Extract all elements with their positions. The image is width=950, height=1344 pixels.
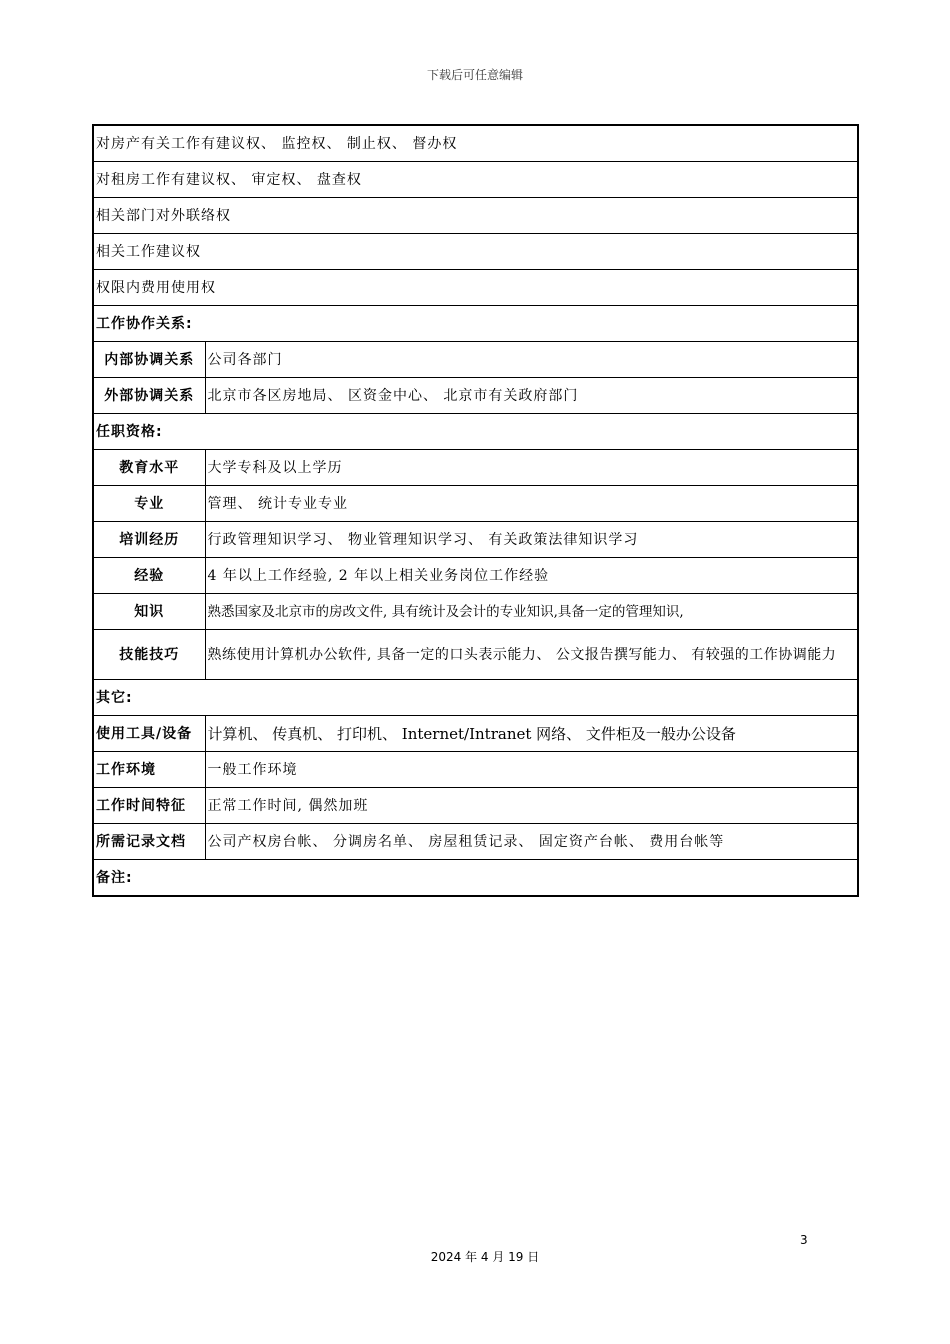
- authority-row: [93, 125, 858, 162]
- authority-item-4: 相关工作建议权: [93, 234, 858, 270]
- section-title-other: 其它:: [93, 680, 858, 716]
- table-row: [93, 378, 858, 414]
- internal-coordination-value: 公司各部门: [205, 342, 858, 378]
- section-row: [93, 860, 858, 897]
- major-value: 管理、 统计专业专业: [205, 486, 858, 522]
- table-row: [93, 522, 858, 558]
- footer-date: 2024 年 4 月 19 日: [430, 1250, 540, 1264]
- table-row: [93, 752, 858, 788]
- table-row: [93, 450, 858, 486]
- table-row: [93, 824, 858, 860]
- knowledge-label: 知识: [93, 594, 205, 630]
- authority-row: [93, 198, 858, 234]
- environment-value: 一般工作环境: [205, 752, 858, 788]
- section-row: [93, 306, 858, 342]
- experience-label: 经验: [93, 558, 205, 594]
- table-row: [93, 558, 858, 594]
- training-value: 行政管理知识学习、 物业管理知识学习、 有关政策法律知识学习: [205, 522, 858, 558]
- section-row: [93, 414, 858, 450]
- section-title-qualification: 任职资格:: [93, 414, 858, 450]
- authority-item-5: 权限内费用使用权: [93, 270, 858, 306]
- internal-coordination-label: 内部协调关系: [93, 342, 205, 378]
- work-time-value: 正常工作时间, 偶然加班: [205, 788, 858, 824]
- education-label: 教育水平: [93, 450, 205, 486]
- experience-value: 4 年以上工作经验, 2 年以上相关业务岗位工作经验: [205, 558, 858, 594]
- table-row: [93, 788, 858, 824]
- skills-value: 熟练使用计算机办公软件, 具备一定的口头表示能力、 公文报告撰写能力、 有较强的工作协调能力: [205, 630, 858, 680]
- external-coordination-label: 外部协调关系: [93, 378, 205, 414]
- page-number: 3: [800, 1233, 808, 1247]
- skills-label: 技能技巧: [93, 630, 205, 680]
- records-value: 公司产权房台帐、 分调房名单、 房屋租赁记录、 固定资产台帐、 费用台帐等: [205, 824, 858, 860]
- authority-item-1: 对房产有关工作有建议权、 监控权、 制止权、 督办权: [93, 125, 858, 162]
- authority-row: [93, 270, 858, 306]
- section-title-remarks: 备注:: [93, 860, 858, 897]
- tools-label: 使用工具/设备: [93, 716, 205, 752]
- environment-label: 工作环境: [93, 752, 205, 788]
- table-row: [93, 630, 858, 680]
- authority-item-3: 相关部门对外联络权: [93, 198, 858, 234]
- work-time-label: 工作时间特征: [93, 788, 205, 824]
- major-label: 专业: [93, 486, 205, 522]
- external-coordination-value: 北京市各区房地局、 区资金中心、 北京市有关政府部门: [205, 378, 858, 414]
- table-row: [93, 594, 858, 630]
- education-value: 大学专科及以上学历: [205, 450, 858, 486]
- table-row: [93, 716, 858, 752]
- section-row: [93, 680, 858, 716]
- table-row: [93, 486, 858, 522]
- authority-row: [93, 162, 858, 198]
- knowledge-value: 熟悉国家及北京市的房改文件, 具有统计及会计的专业知识,具备一定的管理知识,: [205, 594, 858, 630]
- records-label: 所需记录文档: [93, 824, 205, 860]
- tools-value: 计算机、 传真机、 打印机、 Internet/Intranet 网络、 文件柜及一般办公设备: [205, 716, 858, 752]
- authority-row: [93, 234, 858, 270]
- authority-item-2: 对租房工作有建议权、 审定权、 盘查权: [93, 162, 858, 198]
- header-note: 下载后可任意编辑: [426, 68, 523, 82]
- training-label: 培训经历: [93, 522, 205, 558]
- table-row: [93, 342, 858, 378]
- section-title-collab: 工作协作关系:: [93, 306, 858, 342]
- job-description-table: [92, 124, 859, 897]
